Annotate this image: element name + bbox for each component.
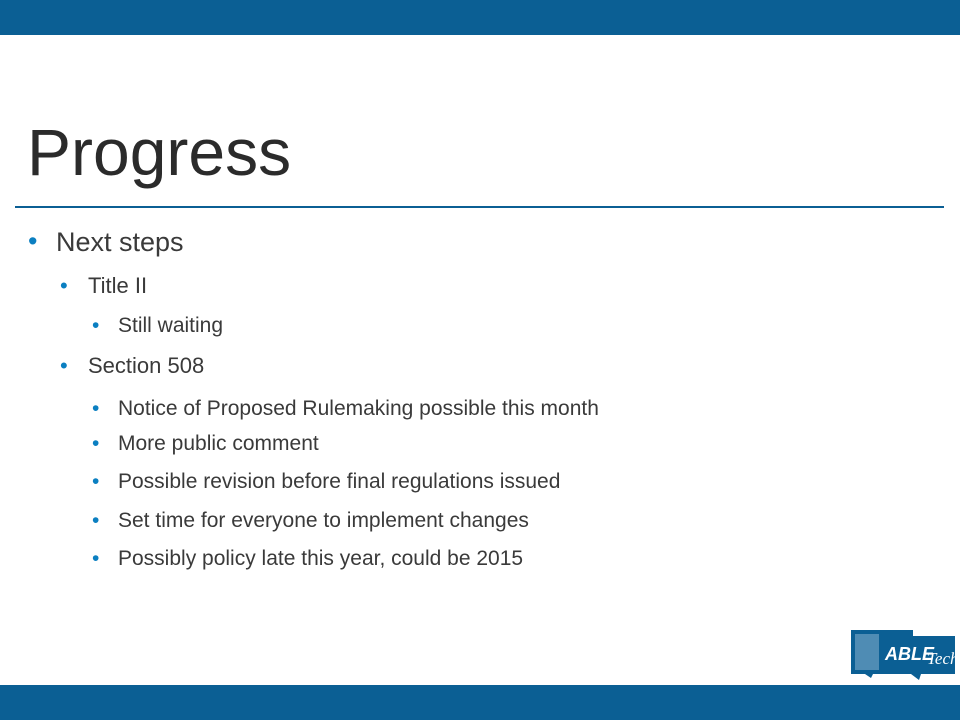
slide-title: Progress	[27, 115, 292, 189]
bullet-dot-icon: •	[92, 397, 100, 420]
bullet-dot-icon: •	[92, 314, 100, 337]
bullet-text: Set time for everyone to implement changes	[118, 509, 529, 532]
top-banner-bar	[0, 0, 960, 35]
bullet-text: Notice of Proposed Rulemaking possible this month	[118, 397, 599, 420]
logo-able-text: ABLE	[885, 644, 934, 664]
bullet-text: More public comment	[118, 432, 319, 455]
title-divider	[15, 206, 944, 208]
bullet-dot-icon: •	[92, 432, 100, 455]
logo-tech-text: Tech	[927, 649, 959, 668]
bullet-dot-icon: •	[92, 470, 100, 493]
bullet-text: Next steps	[56, 227, 184, 257]
able-tech-logo	[851, 628, 959, 680]
bullet-text: Section 508	[88, 353, 205, 378]
bullet-text: Possibly policy late this year, could be 2015	[118, 547, 524, 570]
bullet-text: Title II	[88, 273, 148, 298]
bullet-dot-icon: •	[92, 509, 100, 532]
bullet-text: Still waiting	[118, 314, 224, 337]
bullet-dot-icon: •	[28, 226, 38, 256]
bullet-text: Possible revision before final regulations issued	[118, 470, 561, 493]
logo-panel	[855, 634, 879, 670]
bottom-banner-bar	[0, 685, 960, 720]
bullet-dot-icon: •	[92, 547, 100, 570]
bullet-dot-icon: •	[60, 353, 68, 378]
bullet-dot-icon: •	[60, 273, 68, 298]
